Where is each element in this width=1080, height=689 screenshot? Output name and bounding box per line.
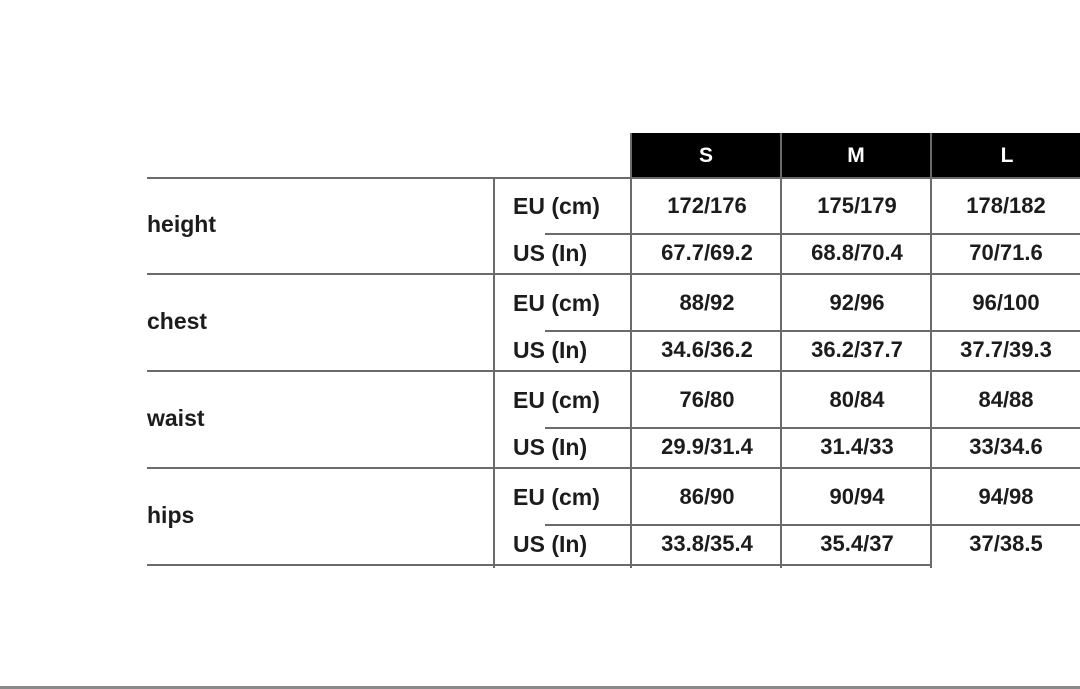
table-cell: 175/179: [817, 193, 897, 218]
metric-label-height: height: [147, 211, 216, 237]
table-cell: 67.7/69.2: [661, 240, 753, 265]
metric-divider: [147, 467, 1080, 469]
row-divider: [545, 524, 1080, 526]
unit-label: EU (cm): [513, 193, 600, 219]
unit-label: EU (cm): [513, 290, 600, 316]
table-cell: 172/176: [667, 193, 747, 218]
table-cell: 178/182: [966, 193, 1046, 218]
table-cell: 84/88: [978, 387, 1034, 412]
row-divider: [545, 233, 1080, 235]
table-top-line: [147, 177, 1080, 179]
metric-label-waist: waist: [147, 405, 205, 431]
metric-label-chest: chest: [147, 308, 208, 334]
row-divider: [545, 330, 1080, 332]
metric-label-hips: hips: [147, 502, 195, 528]
table-cell: 92/96: [829, 290, 885, 315]
table-cell: 86/90: [679, 484, 735, 509]
table-cell: 29.9/31.4: [661, 434, 753, 459]
size-header-s: S: [632, 133, 780, 178]
row-divider: [545, 427, 1080, 429]
size-header-m: M: [782, 133, 930, 178]
table-cell: 94/98: [978, 484, 1034, 509]
table-cell: 68.8/70.4: [811, 240, 903, 265]
unit-label: EU (cm): [513, 387, 600, 413]
table-cell: 35.4/37: [820, 531, 894, 556]
unit-label: EU (cm): [513, 484, 600, 510]
table-cell: 70/71.6: [969, 240, 1043, 265]
metric-divider: [147, 273, 1080, 275]
table-cell: 36.2/37.7: [811, 337, 903, 362]
table-cell: 34.6/36.2: [661, 337, 753, 362]
unit-label: US (In): [513, 434, 588, 460]
unit-label: US (In): [513, 240, 588, 266]
size-header-l: L: [932, 133, 1080, 178]
table-cell: 31.4/33: [820, 434, 894, 459]
table-cell: 88/92: [679, 290, 735, 315]
table-cell: 76/80: [679, 387, 735, 412]
table-cell: 90/94: [829, 484, 885, 509]
table-cell: 37.7/39.3: [960, 337, 1052, 362]
table-cell: 33.8/35.4: [661, 531, 753, 556]
metric-divider: [147, 370, 1080, 372]
column-divider: [493, 178, 495, 568]
unit-label: US (In): [513, 337, 588, 363]
table-cell: 37/38.5: [969, 531, 1043, 556]
unit-label: US (In): [513, 531, 588, 557]
table-cell: 96/100: [972, 290, 1040, 315]
table-cell: 33/34.6: [969, 434, 1043, 459]
metric-divider: [147, 564, 930, 566]
table-cell: 80/84: [829, 387, 885, 412]
